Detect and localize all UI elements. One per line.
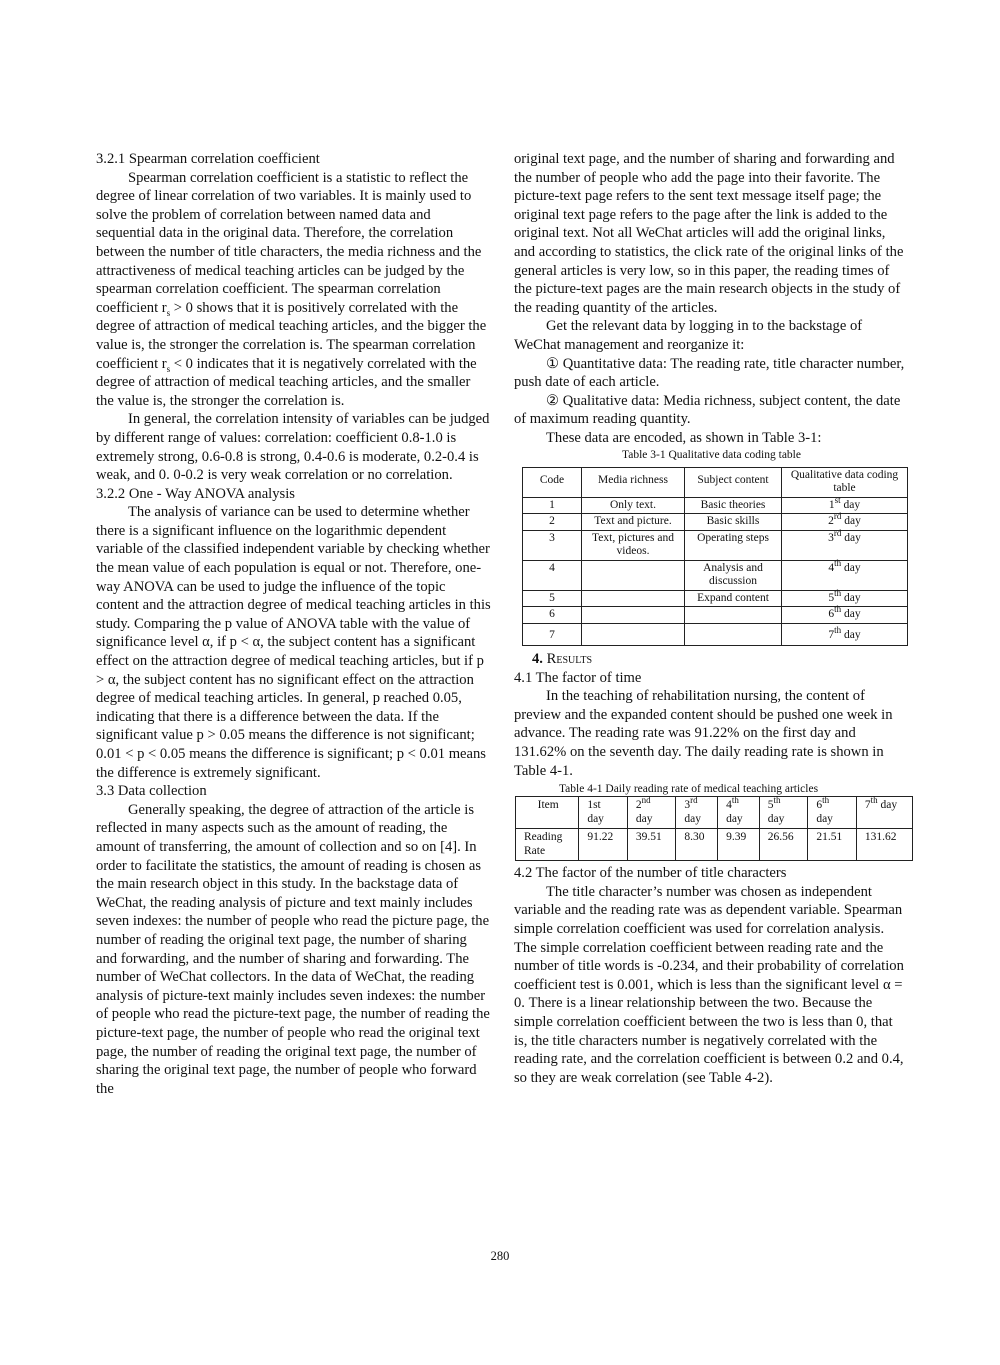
table-row — [523, 623, 908, 646]
table-row — [523, 607, 908, 624]
day-header — [808, 797, 857, 829]
table-row — [523, 530, 908, 560]
media-cell — [582, 623, 685, 646]
day-word: day — [877, 799, 898, 812]
day-cell — [782, 604, 908, 624]
row-label-line: Reading — [524, 831, 563, 844]
left-column — [96, 150, 491, 1098]
day-number: 7 — [864, 799, 871, 812]
day-word: day — [841, 531, 861, 544]
ordinal-suffix: th — [834, 624, 842, 635]
day-number: 4 — [828, 561, 835, 574]
ordinal-suffix: th — [822, 795, 830, 806]
table-header-row — [523, 467, 908, 497]
day-word: day — [767, 812, 785, 825]
day-number: 5 — [828, 591, 835, 604]
ordinal-suffix: th — [773, 795, 781, 806]
day-word: day — [587, 812, 604, 825]
media-cell: Text, pictures and videos. — [582, 530, 685, 560]
media-cell: Text and picture. — [582, 514, 685, 531]
subject-cell: Analysis and discussion — [685, 560, 782, 590]
day-number: 7 — [828, 628, 835, 641]
day-header — [759, 797, 808, 829]
table-row — [523, 590, 908, 607]
media-cell — [582, 607, 685, 624]
day-number: 6 — [816, 799, 823, 812]
ordinal-suffix: rd — [833, 511, 842, 522]
code-cell: 3 — [523, 530, 582, 560]
heading-3-2-2: 3.2.2 One - Way ANOVA analysis — [96, 485, 295, 502]
paragraph-time-factor: In the teaching of rehabilitation nursing, the content of preview and the expanded content should be pushed one week in advance. The reading rate was 91.22% on the first day and 131.62% on the seventh day. The daily reading rate is shown in Table 4-1. — [514, 688, 893, 779]
subject-cell: Operating steps — [685, 530, 782, 560]
value-cell: 26.56 — [759, 829, 808, 861]
table-row — [516, 829, 913, 861]
heading-4-2: 4.2 The factor of the number of title characters — [514, 865, 787, 882]
right-column — [514, 150, 909, 1087]
paragraph-spearman — [96, 169, 491, 411]
paragraph-data-collection: Generally speaking, the degree of attraction of the article is reflected in many aspects such as the amount of reading, the amount of transferring, the amount of collection and so on [4]. In order to facilitate the statistics, the amount of reading is chosen as the main research object in this study. In the backstage data of WeChat, the reading analysis of picture and text mainly includes seven indexes: the number of people who read the picture page, the number of reading the original text page, the number of sharing and forwarding, and the number of sharing and forwarding. The number of WeChat collectors. In the data of WeChat, the reading analysis of picture-text mainly includes seven indexes: the number of people who read the picture-text page, the number of reading the picture-text page, the number of people who read the original text page, the number of reading the original text page, the number of sharing the original text page, the number of people who forward the — [96, 801, 490, 1097]
value-cell: 8.30 — [676, 829, 718, 861]
day-word: day — [841, 515, 861, 527]
header-cell: Media richness — [582, 467, 685, 497]
paragraph-get-data: Get the relevant data by logging in to the backstage of WeChat management and reorganize it: — [514, 318, 863, 353]
table-3-1 — [522, 467, 908, 647]
value-cell: 9.39 — [718, 829, 760, 861]
ordinal-suffix: th — [834, 604, 842, 615]
code-cell: 5 — [523, 590, 582, 607]
day-header — [676, 797, 718, 829]
heading-4-results — [532, 650, 909, 669]
day-cell — [782, 494, 908, 514]
value-cell: 21.51 — [808, 829, 857, 861]
day-number: 2 — [828, 515, 834, 527]
ordinal-suffix: th — [870, 795, 878, 806]
subscript: s — [166, 363, 171, 374]
subject-cell: Basic theories — [685, 497, 782, 514]
day-cell — [782, 587, 908, 607]
section-title: Results — [546, 651, 593, 667]
subscript: s — [166, 307, 171, 318]
media-cell: Only text. — [582, 497, 685, 514]
media-cell — [582, 590, 685, 607]
day-word: day — [635, 812, 653, 825]
ordinal-suffix: th — [834, 557, 842, 568]
day-number: 4 — [726, 799, 732, 812]
header-cell: Qualitative data coding table — [782, 467, 908, 497]
paragraph-quantitative: ① Quantitative data: The reading rate, title character number, push date of each article. — [514, 355, 905, 391]
code-cell: 4 — [523, 560, 582, 590]
paragraph-qualitative: ② Qualitative data: Media richness, subject content, the date of maximum reading quantity. — [514, 392, 901, 428]
day-word: day — [841, 561, 861, 574]
subject-cell — [685, 623, 782, 646]
day-header — [856, 797, 912, 829]
day-cell — [782, 557, 908, 590]
day-number: 3 — [684, 799, 691, 812]
ordinal-suffix: th — [731, 795, 739, 806]
day-number: 2 — [635, 799, 642, 812]
code-cell: 7 — [523, 623, 582, 646]
day-word: day — [726, 812, 743, 825]
page-number: 280 — [490, 1249, 510, 1263]
text: > 0 shows that it is positively correlated with the degree of attraction of medical teaching articles, and the bigger the value is, the stronger the correlation is. The spearman correlation coefficient r — [96, 299, 487, 372]
subject-cell: Expand content — [685, 590, 782, 607]
paragraph-continued: original text page, and the number of sharing and forwarding and the number of people who add the page into their favorite. The picture-text page refers to the sent text message itself page; the original text page refers to the page after the link is added to the original text. Not all WeChat articles will add the original links, and according to statistics, the click rate of the original links of the general articles is very low, so in this paper, the reading times of the picture-text pages are the main research objects in the study of the reading quantity of the articles. — [514, 151, 904, 316]
day-number: 1st — [587, 799, 601, 812]
day-word: day — [840, 498, 861, 511]
day-header — [579, 797, 628, 829]
day-number: 6 — [828, 608, 835, 620]
text: < 0 indicates that it is negatively correlated with the degree of attraction of medical teaching articles, and the smaller the value is, the stronger the correlation is. — [96, 355, 477, 409]
day-number: 1 — [828, 498, 835, 511]
paragraph-encoded: These data are encoded, as shown in Table 3-1: — [546, 429, 822, 446]
heading-3-3: 3.3 Data collection — [96, 783, 207, 800]
heading-4-1: 4.1 The factor of time — [514, 669, 642, 686]
header-cell: Subject content — [685, 467, 782, 497]
heading-3-2-1: 3.2.1 Spearman correlation coefficient — [96, 151, 320, 167]
day-word: day — [841, 608, 861, 620]
ordinal-suffix: rd — [690, 795, 698, 806]
table-4-1 — [515, 796, 913, 861]
value-cell: 131.62 — [856, 829, 912, 861]
subject-cell — [685, 607, 782, 624]
code-cell: 1 — [523, 497, 582, 514]
ordinal-suffix: st — [834, 494, 841, 505]
table-row — [523, 560, 908, 590]
day-number: 5 — [767, 799, 774, 812]
table-header-row — [516, 797, 913, 829]
day-cell — [782, 527, 908, 560]
day-header — [627, 797, 676, 829]
row-label — [516, 829, 579, 861]
table-row — [523, 514, 908, 531]
day-word: day — [816, 812, 833, 825]
code-cell: 2 — [523, 514, 582, 531]
header-cell: Code — [523, 467, 582, 497]
ordinal-suffix: th — [834, 587, 842, 598]
day-header — [718, 797, 760, 829]
value-cell: 39.51 — [627, 829, 676, 861]
section-number: 4. — [532, 651, 543, 667]
table-row — [523, 497, 908, 514]
paragraph-title-characters: The title character’s number was chosen as independent variable and the reading rate was as dependent variable. Spearman simple correlation coefficient was used for correlation analysis. The simple correlation coefficient between reading rate and the number of title words is -0.234, and their probability of correlation coefficient test is 0.001, which is less than the significant level α = 0. There is a linear relationship between the two. Because the simple correlation coefficient between the two is less than 0, that is, the title characters number is negatively correlated with the reading rate, and the correlation coefficient is between 0.2 and 0.4, so they are weak correlation (see Table 4-2). — [514, 883, 904, 1086]
ordinal-suffix: rd — [833, 527, 842, 538]
code-cell: 6 — [523, 607, 582, 624]
day-number: 3 — [828, 531, 834, 544]
day-word: day — [841, 628, 861, 641]
text: Spearman correlation coefficient is a statistic to reflect the degree of linear correlation of two variables. It is mainly used to solve the problem of correlation between named data and sequential data in the original data. Therefore, the correlation between the number of title characters, the media richness and the attractiveness of medical teaching articles can be judged by the spearman correlation coefficient. The spearman correlation coefficient r — [96, 169, 482, 316]
day-word: day — [841, 591, 861, 604]
table-3-1-caption: Table 3-1 Qualitative data coding table — [622, 448, 801, 461]
subject-cell: Basic skills — [685, 514, 782, 531]
value-cell: 91.22 — [579, 829, 628, 861]
media-cell — [582, 560, 685, 590]
ordinal-suffix: nd — [641, 795, 651, 806]
table-4-1-caption: Table 4-1 Daily reading rate of medical teaching articles — [558, 783, 819, 796]
item-header: Item — [516, 797, 579, 829]
paragraph-correlation-intensity: In general, the correlation intensity of variables can be judged by different range of values: correlation: coefficient 0.8-1.0 is extremely strong, 0.6-0.8 is strong, 0.4-0.6 is moderate, 0.2-0.4 is weak, and 0. 0-0.2 is very weak correlation or no correlation. — [96, 411, 490, 484]
paragraph-anova: The analysis of variance can be used to determine whether there is a significant influence on the logarithmic dependent variable of the classified independent variable by checking whether the mean value of each population is equal or not. Therefore, one-way ANOVA can be used to judge the influence of the topic content and the attraction degree of medical teaching articles in this study. Comparing the p value of ANOVA table with the value of significance level α, if p < α, the subject content has a significant effect on the attraction degree of medical teaching articles, but if p > α, the subject content has no significant effect on the attraction degree of medical teaching articles. In general, p reached 0.05, indicating that there is a difference between the data. If the significant value p > 0.05 means the difference is not significant; 0.01 < p < 0.05 means the difference is significant; p < 0.01 means the difference is extremely significant. — [96, 504, 491, 781]
row-label-line: Rate — [524, 844, 546, 857]
day-word: day — [684, 812, 701, 825]
day-cell — [782, 511, 908, 531]
day-cell — [782, 623, 908, 646]
